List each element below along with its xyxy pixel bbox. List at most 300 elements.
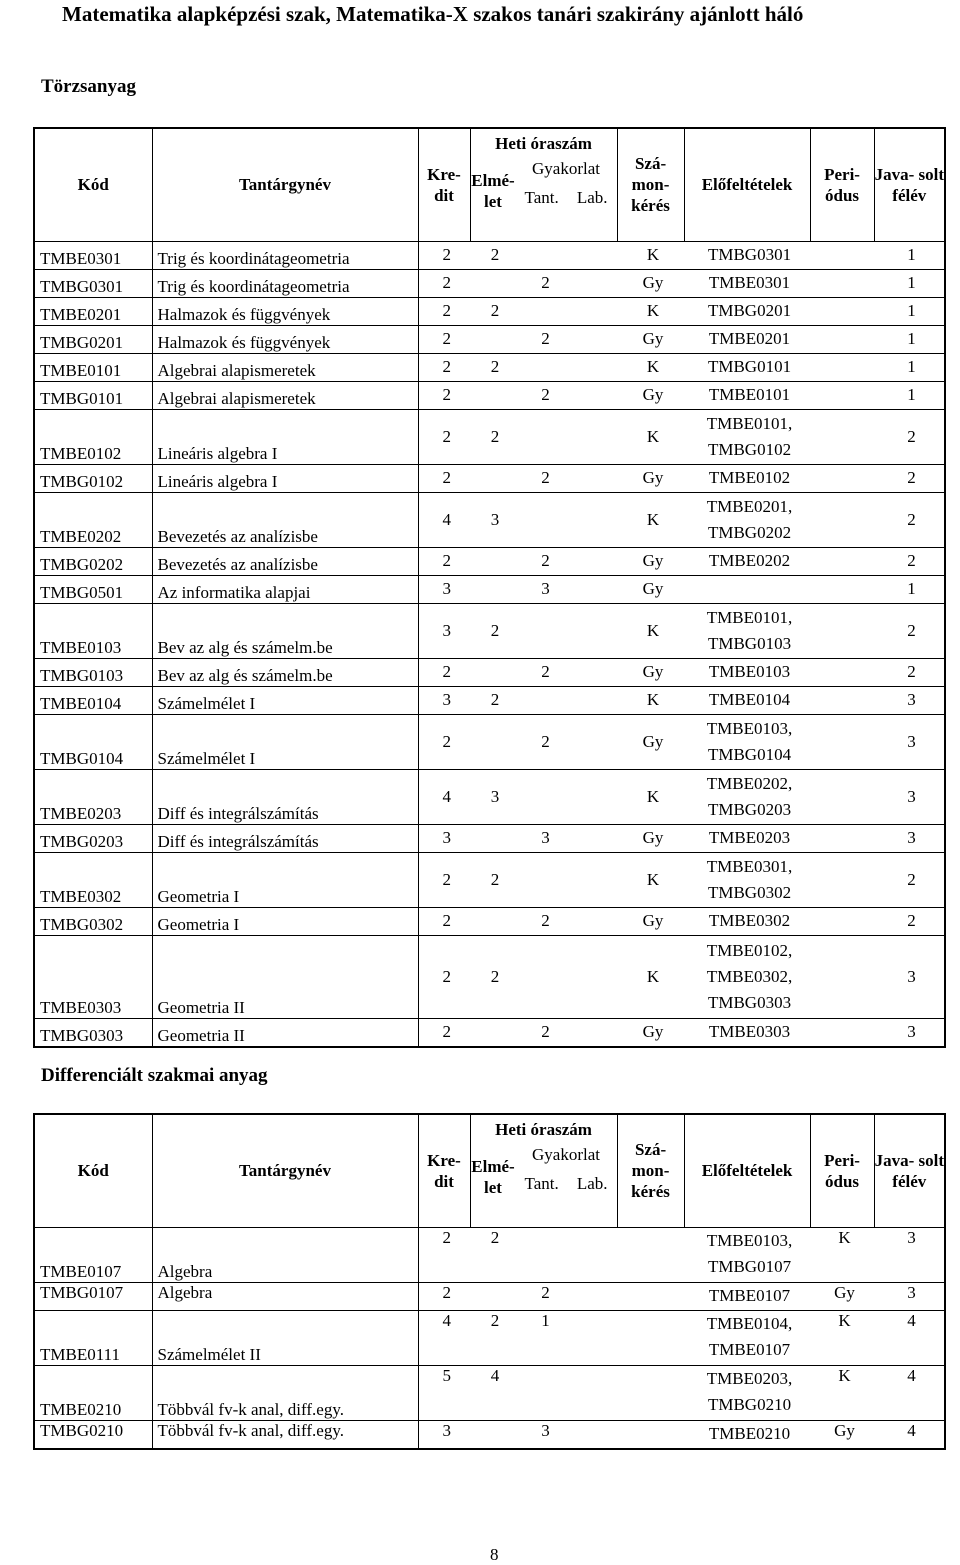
- page-title: Matematika alapképzési szak, Matematika-X szakos tanári szakirány ajánlott háló: [62, 2, 804, 26]
- cell-kredit: 2: [418, 353, 470, 381]
- cell-elm: 2: [470, 852, 515, 907]
- cell-kredit: 2: [418, 658, 470, 686]
- cell-felev: 4: [874, 1420, 945, 1449]
- cell-kredit: 3: [418, 603, 470, 658]
- cell-lab: [571, 769, 617, 824]
- cell-nev: Trig és koordinátageometria: [152, 241, 418, 269]
- cell-per: [810, 658, 874, 686]
- cell-lab: [571, 686, 617, 714]
- cell-sz: K: [617, 686, 684, 714]
- cell-nev: Bevezetés az analízisbe: [152, 547, 418, 575]
- cell-sz: Gy: [617, 907, 684, 935]
- cell-nev: Lineáris algebra I: [152, 409, 418, 464]
- cell-kod: TMBE0103: [34, 603, 152, 658]
- cell-tant: [515, 241, 571, 269]
- col-szamonkeres: Szá- mon- kérés: [617, 128, 684, 241]
- table-row: [34, 603, 945, 658]
- cell-elm: [470, 1282, 515, 1310]
- cell-lab: [571, 852, 617, 907]
- cell-kod: TMBE0107: [34, 1227, 152, 1282]
- cell-per: [810, 1018, 874, 1047]
- cell-lab: [571, 603, 617, 658]
- cell-kod: TMBG0301: [34, 269, 152, 297]
- col-periodus: Peri- ódus: [810, 1114, 874, 1227]
- cell-felev: 4: [874, 1310, 945, 1365]
- cell-elm: 3: [470, 769, 515, 824]
- cell-kod: TMBE0303: [34, 935, 152, 1018]
- cell-per: K: [810, 1227, 874, 1282]
- cell-per: [810, 547, 874, 575]
- cell-kod: TMBG0302: [34, 907, 152, 935]
- cell-elo: TMBE0201, TMBG0202: [684, 492, 810, 547]
- cell-felev: 2: [874, 907, 945, 935]
- cell-per: [810, 492, 874, 547]
- cell-elm: [470, 1018, 515, 1047]
- cell-sz: Gy: [617, 269, 684, 297]
- col-tantargynev: Tantárgynév: [152, 1114, 418, 1227]
- cell-kod: TMBG0210: [34, 1420, 152, 1449]
- cell-nev: Halmazok és függvények: [152, 297, 418, 325]
- cell-felev: 2: [874, 409, 945, 464]
- cell-tant: 2: [515, 1282, 571, 1310]
- cell-sz: K: [617, 769, 684, 824]
- cell-kredit: 2: [418, 852, 470, 907]
- cell-per: [810, 409, 874, 464]
- cell-nev: Az informatika alapjai: [152, 575, 418, 603]
- cell-elm: [470, 381, 515, 409]
- cell-kredit: 4: [418, 1310, 470, 1365]
- table-row: [34, 658, 945, 686]
- cell-kredit: 2: [418, 297, 470, 325]
- cell-sz: K: [617, 241, 684, 269]
- diff-table: [33, 1113, 946, 1450]
- cell-lab: [571, 907, 617, 935]
- col-kod: Kód: [34, 1114, 152, 1227]
- cell-lab: [571, 353, 617, 381]
- table-row: [34, 1227, 945, 1282]
- cell-kod: TMBE0111: [34, 1310, 152, 1365]
- table-row: [34, 297, 945, 325]
- cell-sz: Gy: [617, 547, 684, 575]
- page-number: 8: [490, 1545, 499, 1564]
- cell-elo: TMBE0202: [684, 547, 810, 575]
- cell-lab: [571, 1282, 617, 1310]
- cell-sz: Gy: [617, 1018, 684, 1047]
- cell-felev: 1: [874, 353, 945, 381]
- cell-lab: [571, 409, 617, 464]
- cell-felev: 3: [874, 769, 945, 824]
- cell-per: [810, 464, 874, 492]
- cell-tant: 3: [515, 575, 571, 603]
- cell-lab: [571, 381, 617, 409]
- cell-lab: [571, 714, 617, 769]
- cell-nev: Geometria I: [152, 852, 418, 907]
- table-row: [34, 381, 945, 409]
- cell-felev: 2: [874, 852, 945, 907]
- cell-lab: [571, 492, 617, 547]
- table-row: [34, 1420, 945, 1449]
- cell-tant: 2: [515, 658, 571, 686]
- cell-tant: [515, 492, 571, 547]
- cell-nev: Diff és integrálszámítás: [152, 769, 418, 824]
- cell-tant: 2: [515, 381, 571, 409]
- cell-nev: Bev az alg és számelm.be: [152, 603, 418, 658]
- cell-felev: 2: [874, 492, 945, 547]
- cell-elo: TMBE0102: [684, 464, 810, 492]
- cell-kod: TMBG0202: [34, 547, 152, 575]
- cell-sz: K: [617, 492, 684, 547]
- cell-felev: 1: [874, 297, 945, 325]
- cell-sz: K: [617, 603, 684, 658]
- table-row: [34, 907, 945, 935]
- cell-nev: Többvál fv-k anal, diff.egy.: [152, 1420, 418, 1449]
- cell-elm: 2: [470, 241, 515, 269]
- table-row: [34, 852, 945, 907]
- cell-elm: 3: [470, 492, 515, 547]
- cell-tant: 2: [515, 907, 571, 935]
- col-javasolt-felev: Java- solt félév: [874, 164, 944, 205]
- cell-felev: 3: [874, 686, 945, 714]
- cell-lab: [571, 935, 617, 1018]
- cell-elm: [470, 1420, 515, 1449]
- cell-lab: [571, 547, 617, 575]
- table-row: [34, 464, 945, 492]
- cell-felev: 2: [874, 658, 945, 686]
- col-szamonkeres: Szá- mon- kérés: [617, 1114, 684, 1227]
- cell-elm: [470, 269, 515, 297]
- cell-sz: Gy: [617, 464, 684, 492]
- cell-elm: 2: [470, 297, 515, 325]
- col-tantargynev: Tantárgynév: [152, 128, 418, 241]
- cell-tant: [515, 686, 571, 714]
- cell-elm: 2: [470, 409, 515, 464]
- cell-tant: 2: [515, 1018, 571, 1047]
- cell-elm: [470, 907, 515, 935]
- table-row: [34, 1310, 945, 1365]
- cell-tant: [515, 1227, 571, 1282]
- col-kod: Kód: [34, 128, 152, 241]
- table-row: [34, 241, 945, 269]
- cell-elo: TMBE0210: [684, 1420, 810, 1449]
- cell-tant: [515, 852, 571, 907]
- cell-felev: 1: [874, 381, 945, 409]
- cell-lab: [571, 241, 617, 269]
- cell-kredit: 3: [418, 824, 470, 852]
- cell-felev: 3: [874, 824, 945, 852]
- cell-per: [810, 686, 874, 714]
- cell-lab: [571, 297, 617, 325]
- cell-lab: [571, 1310, 617, 1365]
- cell-elm: [470, 547, 515, 575]
- cell-elo: TMBE0203: [684, 824, 810, 852]
- cell-elm: [470, 464, 515, 492]
- table-row: [34, 325, 945, 353]
- cell-sz: K: [617, 409, 684, 464]
- cell-sz: K: [617, 353, 684, 381]
- col-javasolt-felev: Java- solt félév: [874, 1150, 944, 1191]
- cell-kredit: 3: [418, 1420, 470, 1449]
- col-elofeltetelek: Előfeltételek: [684, 128, 810, 241]
- cell-elo: TMBE0301: [684, 269, 810, 297]
- cell-kod: TMBE0201: [34, 297, 152, 325]
- cell-felev: 1: [874, 269, 945, 297]
- table-row: [34, 575, 945, 603]
- cell-nev: Geometria I: [152, 907, 418, 935]
- cell-tant: 3: [515, 824, 571, 852]
- cell-kredit: 2: [418, 547, 470, 575]
- cell-kod: TMBG0303: [34, 1018, 152, 1047]
- cell-kredit: 2: [418, 464, 470, 492]
- cell-elo: TMBE0303: [684, 1018, 810, 1047]
- cell-felev: 2: [874, 547, 945, 575]
- cell-tant: [515, 297, 571, 325]
- cell-felev: 3: [874, 1018, 945, 1047]
- cell-kod: TMBG0203: [34, 824, 152, 852]
- cell-sz: Gy: [617, 575, 684, 603]
- table-row: [34, 409, 945, 464]
- cell-tant: [515, 409, 571, 464]
- cell-per: [810, 269, 874, 297]
- cell-per: [810, 297, 874, 325]
- cell-elm: 2: [470, 353, 515, 381]
- cell-tant: [515, 769, 571, 824]
- cell-per: [810, 575, 874, 603]
- cell-kredit: 2: [418, 1227, 470, 1282]
- cell-nev: Algebrai alapismeretek: [152, 353, 418, 381]
- cell-tant: [515, 935, 571, 1018]
- cell-kredit: 2: [418, 381, 470, 409]
- cell-elo: TMBE0103, TMBG0107: [684, 1227, 810, 1282]
- table-row: [34, 353, 945, 381]
- cell-sz: [617, 1365, 684, 1420]
- cell-kod: TMBG0201: [34, 325, 152, 353]
- cell-sz: K: [617, 935, 684, 1018]
- table-row: [34, 824, 945, 852]
- cell-elm: [470, 658, 515, 686]
- cell-kredit: 3: [418, 686, 470, 714]
- cell-nev: Bev az alg és számelm.be: [152, 658, 418, 686]
- cell-tant: 2: [515, 714, 571, 769]
- cell-felev: 1: [874, 325, 945, 353]
- cell-per: [810, 935, 874, 1018]
- cell-elo: TMBG0101: [684, 353, 810, 381]
- cell-kredit: 2: [418, 241, 470, 269]
- cell-nev: Algebra: [152, 1227, 418, 1282]
- cell-elo: TMBE0101, TMBG0102: [684, 409, 810, 464]
- cell-nev: Bevezetés az analízisbe: [152, 492, 418, 547]
- cell-nev: Számelmélet I: [152, 714, 418, 769]
- cell-kod: TMBG0102: [34, 464, 152, 492]
- cell-kredit: 4: [418, 492, 470, 547]
- col-kredit: Kre- dit: [418, 1114, 470, 1227]
- cell-kredit: 5: [418, 1365, 470, 1420]
- cell-nev: Halmazok és függvények: [152, 325, 418, 353]
- cell-nev: Lineáris algebra I: [152, 464, 418, 492]
- cell-lab: [571, 269, 617, 297]
- cell-kod: TMBE0210: [34, 1365, 152, 1420]
- table-row: [34, 269, 945, 297]
- cell-sz: [617, 1310, 684, 1365]
- cell-elo: TMBE0301, TMBG0302: [684, 852, 810, 907]
- cell-elo: TMBE0202, TMBG0203: [684, 769, 810, 824]
- cell-kod: TMBE0302: [34, 852, 152, 907]
- cell-lab: [571, 575, 617, 603]
- cell-tant: 2: [515, 325, 571, 353]
- cell-lab: [571, 1018, 617, 1047]
- cell-kredit: 2: [418, 325, 470, 353]
- table-row: [34, 714, 945, 769]
- cell-tant: 2: [515, 269, 571, 297]
- cell-elm: 2: [470, 686, 515, 714]
- cell-kredit: 2: [418, 269, 470, 297]
- cell-lab: [571, 1227, 617, 1282]
- cell-tant: 3: [515, 1420, 571, 1449]
- cell-nev: Algebra: [152, 1282, 418, 1310]
- cell-felev: 2: [874, 464, 945, 492]
- cell-sz: [617, 1282, 684, 1310]
- cell-sz: K: [617, 297, 684, 325]
- cell-tant: [515, 603, 571, 658]
- cell-per: [810, 381, 874, 409]
- cell-elo: [684, 575, 810, 603]
- cell-sz: Gy: [617, 714, 684, 769]
- cell-kredit: 2: [418, 935, 470, 1018]
- cell-elm: 2: [470, 1227, 515, 1282]
- cell-elm: [470, 824, 515, 852]
- cell-nev: Trig és koordinátageometria: [152, 269, 418, 297]
- cell-lab: [571, 464, 617, 492]
- cell-tant: [515, 353, 571, 381]
- cell-sz: Gy: [617, 325, 684, 353]
- cell-elo: TMBE0104: [684, 686, 810, 714]
- cell-per: [810, 852, 874, 907]
- cell-kredit: 2: [418, 1018, 470, 1047]
- section-title-core: Törzsanyag: [41, 76, 136, 97]
- cell-sz: [617, 1420, 684, 1449]
- cell-nev: Geometria II: [152, 1018, 418, 1047]
- cell-kod: TMBG0103: [34, 658, 152, 686]
- cell-felev: 3: [874, 935, 945, 1018]
- cell-sz: [617, 1227, 684, 1282]
- cell-tant: 2: [515, 464, 571, 492]
- cell-kod: TMBE0101: [34, 353, 152, 381]
- cell-kod: TMBE0102: [34, 409, 152, 464]
- col-kredit: Kre- dit: [418, 128, 470, 241]
- cell-elo: TMBG0301: [684, 241, 810, 269]
- cell-felev: 3: [874, 714, 945, 769]
- cell-felev: 2: [874, 603, 945, 658]
- cell-felev: 1: [874, 241, 945, 269]
- cell-per: [810, 769, 874, 824]
- cell-elo: TMBE0302: [684, 907, 810, 935]
- cell-kod: TMBG0501: [34, 575, 152, 603]
- col-periodus: Peri- ódus: [810, 128, 874, 241]
- cell-elm: [470, 714, 515, 769]
- cell-lab: [571, 824, 617, 852]
- cell-elm: 2: [470, 1310, 515, 1365]
- cell-lab: [571, 658, 617, 686]
- cell-nev: Számelmélet II: [152, 1310, 418, 1365]
- cell-kredit: 2: [418, 714, 470, 769]
- cell-per: [810, 241, 874, 269]
- cell-elm: 4: [470, 1365, 515, 1420]
- col-elofeltetelek: Előfeltételek: [684, 1114, 810, 1227]
- cell-felev: 3: [874, 1227, 945, 1282]
- cell-felev: 4: [874, 1365, 945, 1420]
- cell-elo: TMBG0201: [684, 297, 810, 325]
- cell-felev: 3: [874, 1282, 945, 1310]
- cell-per: [810, 603, 874, 658]
- cell-elo: TMBE0101, TMBG0103: [684, 603, 810, 658]
- cell-sz: K: [617, 852, 684, 907]
- cell-per: [810, 325, 874, 353]
- cell-elm: 2: [470, 603, 515, 658]
- cell-kredit: 3: [418, 575, 470, 603]
- cell-elo: TMBE0102, TMBE0302, TMBG0303: [684, 935, 810, 1018]
- cell-elo: TMBE0107: [684, 1282, 810, 1310]
- section-title-diff: Differenciált szakmai anyag: [41, 1065, 268, 1086]
- cell-kod: TMBG0101: [34, 381, 152, 409]
- cell-kredit: 4: [418, 769, 470, 824]
- cell-elm: 2: [470, 935, 515, 1018]
- cell-nev: Többvál fv-k anal, diff.egy.: [152, 1365, 418, 1420]
- cell-lab: [571, 1420, 617, 1449]
- cell-sz: Gy: [617, 658, 684, 686]
- cell-felev: 1: [874, 575, 945, 603]
- cell-kredit: 2: [418, 1282, 470, 1310]
- cell-per: Gy: [810, 1282, 874, 1310]
- cell-per: K: [810, 1310, 874, 1365]
- cell-elo: TMBE0201: [684, 325, 810, 353]
- cell-sz: Gy: [617, 824, 684, 852]
- table-row: [34, 686, 945, 714]
- cell-nev: Számelmélet I: [152, 686, 418, 714]
- cell-elm: [470, 575, 515, 603]
- cell-lab: [571, 1365, 617, 1420]
- cell-kredit: 2: [418, 409, 470, 464]
- cell-elo: TMBE0104, TMBE0107: [684, 1310, 810, 1365]
- cell-per: [810, 907, 874, 935]
- cell-elo: TMBE0101: [684, 381, 810, 409]
- cell-kod: TMBE0301: [34, 241, 152, 269]
- cell-elo: TMBE0203, TMBG0210: [684, 1365, 810, 1420]
- cell-lab: [571, 325, 617, 353]
- cell-elo: TMBE0103, TMBG0104: [684, 714, 810, 769]
- table-row: [34, 769, 945, 824]
- cell-elm: [470, 325, 515, 353]
- table-row: [34, 935, 945, 1018]
- col-heti-oraszam: Heti óraszám Elmé- let Gyakorlat Tant. Lab.: [470, 1114, 617, 1227]
- table-row: [34, 1282, 945, 1310]
- cell-tant: 2: [515, 547, 571, 575]
- table-row: [34, 1365, 945, 1420]
- cell-kod: TMBE0203: [34, 769, 152, 824]
- table-row: [34, 492, 945, 547]
- cell-tant: 1: [515, 1310, 571, 1365]
- cell-tant: [515, 1365, 571, 1420]
- cell-sz: Gy: [617, 381, 684, 409]
- cell-kredit: 2: [418, 907, 470, 935]
- table-row: [34, 1018, 945, 1047]
- cell-nev: Algebrai alapismeretek: [152, 381, 418, 409]
- cell-kod: TMBG0104: [34, 714, 152, 769]
- cell-nev: Geometria II: [152, 935, 418, 1018]
- cell-per: K: [810, 1365, 874, 1420]
- cell-nev: Diff és integrálszámítás: [152, 824, 418, 852]
- cell-kod: TMBG0107: [34, 1282, 152, 1310]
- cell-per: [810, 714, 874, 769]
- cell-per: Gy: [810, 1420, 874, 1449]
